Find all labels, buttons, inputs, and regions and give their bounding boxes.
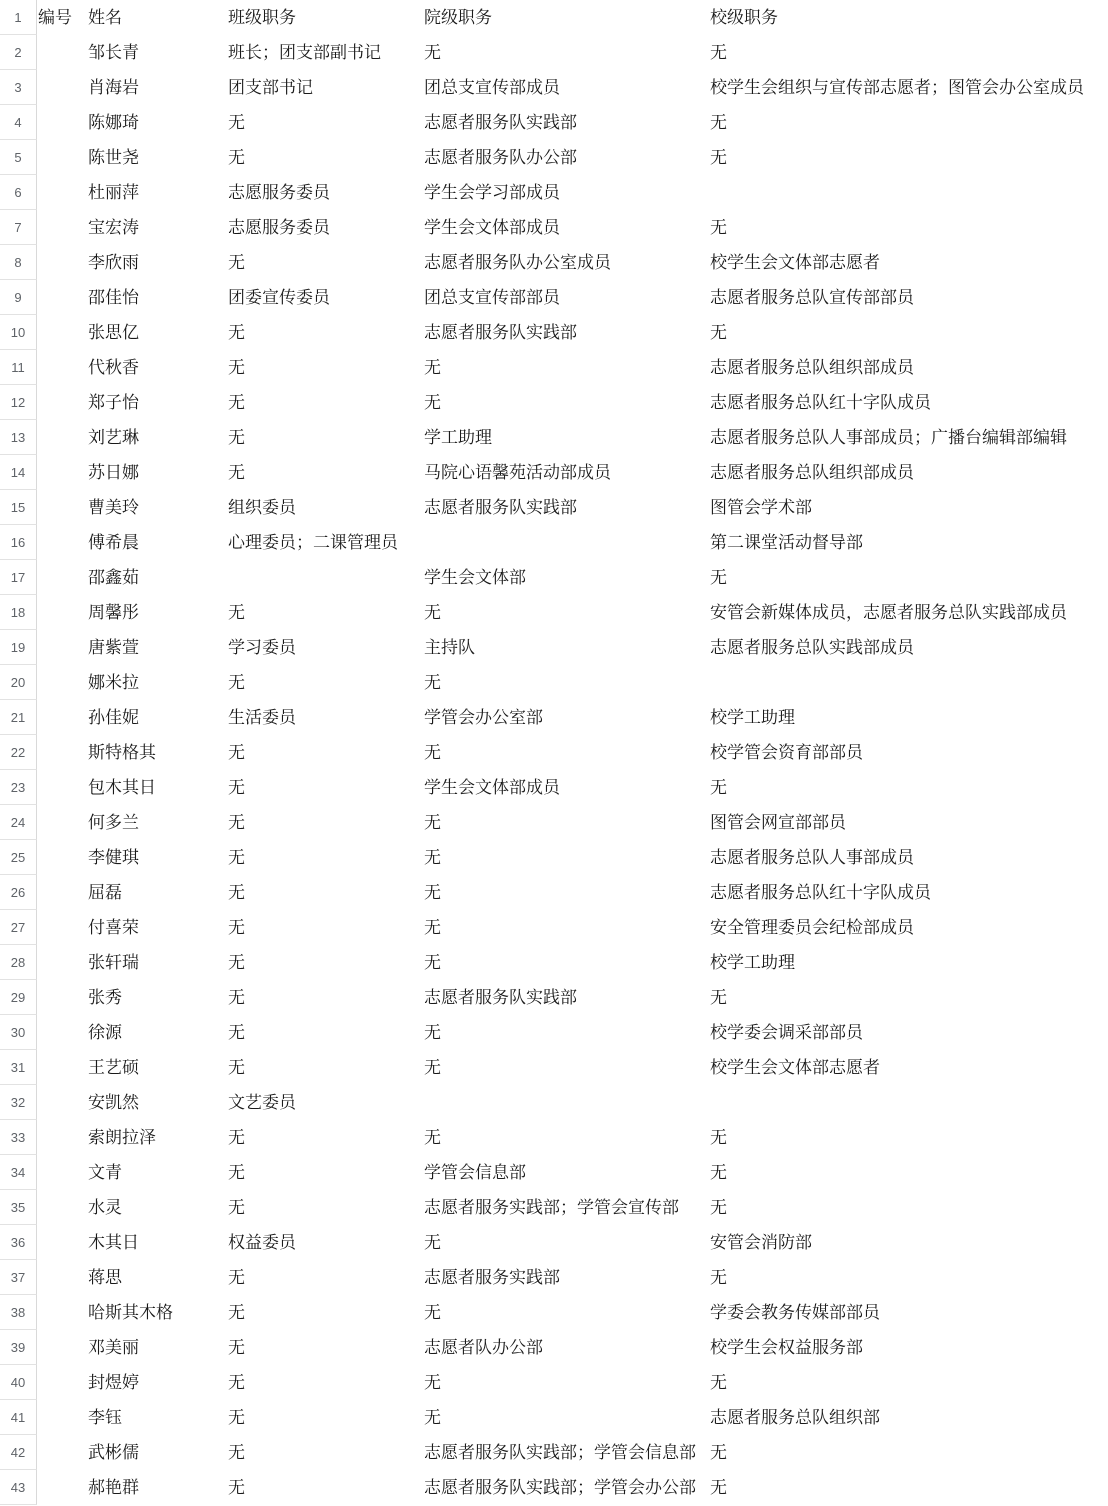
cell-class-duty[interactable]: 无 (228, 1478, 245, 1497)
cell-college-duty[interactable]: 马院心语馨苑活动部成员 (424, 463, 611, 482)
row-number[interactable]: 13 (0, 420, 37, 455)
table-row (0, 455, 1108, 490)
cell-college-duty[interactable]: 志愿者服务队实践部 (424, 323, 577, 342)
table-row (0, 1085, 1108, 1120)
table-row (0, 1470, 1108, 1505)
row-number[interactable]: 39 (0, 1330, 37, 1365)
cell-college-duty[interactable]: 学生会学习部成员 (424, 183, 560, 202)
cell-name[interactable]: 屈磊 (88, 883, 122, 902)
row-number[interactable]: 25 (0, 840, 37, 875)
cell-name[interactable]: 傅希晨 (88, 533, 139, 552)
cell-college-duty[interactable]: 无 (424, 1058, 441, 1077)
table-row (0, 1190, 1108, 1225)
cell-name[interactable]: 苏日娜 (88, 463, 139, 482)
table-row (0, 175, 1108, 210)
table-row (0, 315, 1108, 350)
cell-name[interactable]: 安凯然 (88, 1093, 139, 1112)
cell-school-duty[interactable]: 志愿者服务总队红十字队成员 (710, 393, 931, 412)
table-row (0, 840, 1108, 875)
cell-school-duty[interactable]: 无 (710, 323, 727, 342)
cell-class-duty[interactable]: 无 (228, 918, 245, 937)
cell-college-duty[interactable]: 院级职务 (424, 8, 492, 27)
cell-class-duty[interactable]: 无 (228, 393, 245, 412)
row-number[interactable]: 7 (0, 210, 37, 245)
cell-class-duty[interactable]: 无 (228, 848, 245, 867)
cell-name[interactable]: 李钰 (88, 1408, 122, 1427)
table-row (0, 1435, 1108, 1470)
cell-class-duty[interactable]: 生活委员 (228, 708, 296, 727)
table-row (0, 560, 1108, 595)
table-row (0, 770, 1108, 805)
table-row (0, 140, 1108, 175)
table-row (0, 1295, 1108, 1330)
cell-name[interactable]: 姓名 (88, 8, 122, 27)
table-row (0, 700, 1108, 735)
row-number[interactable]: 31 (0, 1050, 37, 1085)
cell-class-duty[interactable]: 团委宣传委员 (228, 288, 330, 307)
cell-class-duty[interactable]: 无 (228, 1128, 245, 1147)
row-number[interactable]: 33 (0, 1120, 37, 1155)
cell-college-duty[interactable]: 主持队 (424, 638, 475, 657)
cell-college-duty[interactable]: 志愿者服务队办公室成员 (424, 253, 611, 272)
cell-class-duty[interactable]: 无 (228, 988, 245, 1007)
cell-school-duty[interactable]: 志愿者服务总队宣传部部员 (710, 288, 914, 307)
cell-college-duty[interactable]: 志愿者服务实践部；学管会宣传部 (424, 1198, 679, 1217)
table-row (0, 595, 1108, 630)
row-number[interactable]: 40 (0, 1365, 37, 1400)
cell-college-duty[interactable]: 学工助理 (424, 428, 492, 447)
cell-class-duty[interactable]: 无 (228, 1373, 245, 1392)
cell-name[interactable]: 肖海岩 (88, 78, 139, 97)
table-row (0, 665, 1108, 700)
cell-school-duty[interactable]: 志愿者服务总队组织部成员 (710, 463, 914, 482)
cell-name[interactable]: 索朗拉泽 (88, 1128, 156, 1147)
cell-school-duty[interactable]: 无 (710, 568, 727, 587)
cell-school-duty[interactable]: 无 (710, 1373, 727, 1392)
cell-class-duty[interactable]: 无 (228, 1023, 245, 1042)
cell-class-duty[interactable]: 无 (228, 743, 245, 762)
cell-school-duty[interactable]: 学委会教务传媒部部员 (710, 1303, 880, 1322)
cell-school-duty[interactable]: 校学生会权益服务部 (710, 1338, 863, 1357)
cell-college-duty[interactable]: 志愿者服务实践部 (424, 1268, 560, 1287)
cell-college-duty[interactable]: 志愿者服务队实践部 (424, 988, 577, 1007)
cell-school-duty[interactable]: 校学管会资育部部员 (710, 743, 863, 762)
cell-name[interactable]: 唐紫萱 (88, 638, 139, 657)
cell-class-duty[interactable]: 无 (228, 323, 245, 342)
cell-name[interactable]: 封煜婷 (88, 1373, 139, 1392)
cell-name[interactable]: 武彬儒 (88, 1443, 139, 1462)
cell-name[interactable]: 何多兰 (88, 813, 139, 832)
cell-class-duty[interactable]: 班级职务 (228, 8, 296, 27)
cell-school-duty[interactable]: 安管会消防部 (710, 1233, 812, 1252)
cell-school-duty[interactable]: 无 (710, 1478, 727, 1497)
row-number[interactable]: 35 (0, 1190, 37, 1225)
cell-school-duty[interactable]: 无 (710, 1443, 727, 1462)
row-number[interactable]: 17 (0, 560, 37, 595)
row-number[interactable]: 34 (0, 1155, 37, 1190)
table-row (0, 875, 1108, 910)
table-row (0, 1015, 1108, 1050)
cell-class-duty[interactable]: 无 (228, 1163, 245, 1182)
table-row (0, 630, 1108, 665)
cell-class-duty[interactable]: 无 (228, 883, 245, 902)
cell-college-duty[interactable]: 学管会办公室部 (424, 708, 543, 727)
cell-college-duty[interactable]: 团总支宣传部成员 (424, 78, 560, 97)
cell-name[interactable]: 邓美丽 (88, 1338, 139, 1357)
row-number[interactable]: 37 (0, 1260, 37, 1295)
table-row (0, 1155, 1108, 1190)
table-row (0, 1225, 1108, 1260)
cell-school-duty[interactable]: 校学生会文体部志愿者 (710, 1058, 880, 1077)
cell-school-duty[interactable]: 校学委会调采部部员 (710, 1023, 863, 1042)
cell-college-duty[interactable]: 无 (424, 1303, 441, 1322)
cell-college-duty[interactable]: 无 (424, 673, 441, 692)
cell-name[interactable]: 邵鑫茹 (88, 568, 139, 587)
cell-school-duty[interactable]: 志愿者服务总队红十字队成员 (710, 883, 931, 902)
table-row (0, 420, 1108, 455)
row-number[interactable]: 14 (0, 455, 37, 490)
row-number[interactable]: 23 (0, 770, 37, 805)
cell-name[interactable]: 邹长青 (88, 43, 139, 62)
cell-class-duty[interactable]: 班长；团支部副书记 (228, 43, 381, 62)
row-number[interactable]: 10 (0, 315, 37, 350)
table-row (0, 385, 1108, 420)
cell-class-duty[interactable]: 学习委员 (228, 638, 296, 657)
row-number[interactable]: 6 (0, 175, 37, 210)
cell-college-duty[interactable]: 志愿者服务队实践部 (424, 113, 577, 132)
table-row (0, 210, 1108, 245)
cell-college-duty[interactable]: 学生会文体部 (424, 568, 526, 587)
table-row (0, 945, 1108, 980)
row-number[interactable]: 2 (0, 35, 37, 70)
cell-school-duty[interactable]: 无 (710, 113, 727, 132)
cell-school-duty[interactable]: 无 (710, 778, 727, 797)
table-row (0, 1260, 1108, 1295)
row-number[interactable]: 3 (0, 70, 37, 105)
cell-name[interactable]: 水灵 (88, 1198, 122, 1217)
cell-school-duty[interactable]: 无 (710, 1198, 727, 1217)
cell-name[interactable]: 斯特格其 (88, 743, 156, 762)
cell-class-duty[interactable]: 无 (228, 778, 245, 797)
cell-school-duty[interactable]: 校学工助理 (710, 953, 795, 972)
cell-school-duty[interactable]: 校级职务 (710, 8, 778, 27)
cell-name[interactable]: 徐源 (88, 1023, 122, 1042)
cell-school-duty[interactable]: 无 (710, 148, 727, 167)
cell-class-duty[interactable]: 无 (228, 113, 245, 132)
cell-name[interactable]: 李欣雨 (88, 253, 139, 272)
cell-name[interactable]: 周馨彤 (88, 603, 139, 622)
cell-college-duty[interactable]: 无 (424, 43, 441, 62)
cell-school-duty[interactable]: 安全管理委员会纪检部成员 (710, 918, 914, 937)
cell-school-duty[interactable]: 校学工助理 (710, 708, 795, 727)
cell-school-duty[interactable]: 志愿者服务总队人事部成员；广播台编辑部编辑 (710, 428, 1067, 447)
cell-class-duty[interactable]: 无 (228, 428, 245, 447)
row-number[interactable]: 36 (0, 1225, 37, 1260)
cell-college-duty[interactable]: 团总支宣传部部员 (424, 288, 560, 307)
table-row (0, 735, 1108, 770)
row-number[interactable]: 24 (0, 805, 37, 840)
cell-class-duty[interactable]: 无 (228, 253, 245, 272)
cell-college-duty[interactable]: 无 (424, 1233, 441, 1252)
cell-name[interactable]: 张秀 (88, 988, 122, 1007)
cell-school-duty[interactable]: 无 (710, 1268, 727, 1287)
cell-college-duty[interactable]: 学生会文体部成员 (424, 778, 560, 797)
row-number[interactable]: 21 (0, 700, 37, 735)
table-row (0, 805, 1108, 840)
cell-school-duty[interactable]: 志愿者服务总队人事部成员 (710, 848, 914, 867)
cell-name[interactable]: 陈娜琦 (88, 113, 139, 132)
cell-school-duty[interactable]: 无 (710, 988, 727, 1007)
cell-name[interactable]: 王艺硕 (88, 1058, 139, 1077)
cell-class-duty[interactable]: 团支部书记 (228, 78, 313, 97)
cell-school-duty[interactable]: 志愿者服务总队组织部 (710, 1408, 880, 1427)
cell-college-duty[interactable]: 无 (424, 393, 441, 412)
cell-college-duty[interactable]: 志愿者服务队实践部 (424, 498, 577, 517)
cell-name[interactable]: 宝宏涛 (88, 218, 139, 237)
cell-name[interactable]: 代秋香 (88, 358, 139, 377)
cell-school-duty[interactable]: 校学生会文体部志愿者 (710, 253, 880, 272)
cell-college-duty[interactable]: 无 (424, 743, 441, 762)
row-number[interactable]: 43 (0, 1470, 37, 1505)
cell-name[interactable]: 木其日 (88, 1233, 139, 1252)
cell-name[interactable]: 刘艺琳 (88, 428, 139, 447)
cell-school-duty[interactable]: 图管会学术部 (710, 498, 812, 517)
cell-class-duty[interactable]: 无 (228, 1338, 245, 1357)
cell-class-duty[interactable]: 志愿服务委员 (228, 218, 330, 237)
row-number[interactable]: 38 (0, 1295, 37, 1330)
cell-name[interactable]: 包木其日 (88, 778, 156, 797)
cell-college-duty[interactable]: 无 (424, 603, 441, 622)
table-row (0, 910, 1108, 945)
cell-name[interactable]: 邵佳怡 (88, 288, 139, 307)
row-number[interactable]: 16 (0, 525, 37, 560)
row-number[interactable]: 18 (0, 595, 37, 630)
cell-college-duty[interactable]: 无 (424, 918, 441, 937)
cell-school-duty[interactable]: 校学生会组织与宣传部志愿者；图管会办公室成员 (710, 78, 1084, 97)
cell-class-duty[interactable]: 文艺委员 (228, 1093, 296, 1112)
cell-school-duty[interactable]: 志愿者服务总队实践部成员 (710, 638, 914, 657)
cell-class-duty[interactable]: 无 (228, 1198, 245, 1217)
cell-college-duty[interactable]: 志愿者队办公部 (424, 1338, 543, 1357)
cell-college-duty[interactable]: 无 (424, 848, 441, 867)
row-number[interactable]: 27 (0, 910, 37, 945)
cell-class-duty[interactable]: 心理委员；二课管理员 (228, 533, 398, 552)
cell-name[interactable]: 杜丽萍 (88, 183, 139, 202)
cell-name[interactable]: 郑子怡 (88, 393, 139, 412)
table-row (0, 1330, 1108, 1365)
table-row (0, 1365, 1108, 1400)
cell-class-duty[interactable]: 无 (228, 1303, 245, 1322)
cell-college-duty[interactable]: 学管会信息部 (424, 1163, 526, 1182)
cell-class-duty[interactable]: 无 (228, 148, 245, 167)
row-number[interactable]: 41 (0, 1400, 37, 1435)
cell-college-duty[interactable]: 志愿者服务队实践部；学管会办公部 (424, 1478, 696, 1497)
cell-name[interactable]: 娜米拉 (88, 673, 139, 692)
row-number[interactable]: 42 (0, 1435, 37, 1470)
table-row (0, 1400, 1108, 1435)
cell-class-duty[interactable]: 无 (228, 603, 245, 622)
cell-college-duty[interactable]: 志愿者服务队办公部 (424, 148, 577, 167)
row-number[interactable]: 1 (0, 0, 37, 35)
cell-name[interactable]: 文青 (88, 1163, 122, 1182)
cell-name[interactable]: 李健琪 (88, 848, 139, 867)
table-row (0, 490, 1108, 525)
row-number[interactable]: 22 (0, 735, 37, 770)
cell-college-duty[interactable]: 无 (424, 1023, 441, 1042)
row-number[interactable]: 32 (0, 1085, 37, 1120)
table-row (0, 980, 1108, 1015)
table-row (0, 0, 1108, 35)
row-number[interactable]: 9 (0, 280, 37, 315)
cell-name[interactable]: 孙佳妮 (88, 708, 139, 727)
row-number[interactable]: 15 (0, 490, 37, 525)
cell-school-duty[interactable]: 无 (710, 1128, 727, 1147)
table-row (0, 245, 1108, 280)
cell-college-duty[interactable]: 无 (424, 1128, 441, 1147)
cell-college-duty[interactable]: 无 (424, 1373, 441, 1392)
cell-class-duty[interactable]: 无 (228, 813, 245, 832)
cell-name[interactable]: 郝艳群 (88, 1478, 139, 1497)
cell-class-duty[interactable]: 无 (228, 1408, 245, 1427)
cell-class-duty[interactable]: 无 (228, 358, 245, 377)
row-number[interactable]: 11 (0, 350, 37, 385)
row-number[interactable]: 30 (0, 1015, 37, 1050)
table-row (0, 105, 1108, 140)
cell-class-duty[interactable]: 无 (228, 953, 245, 972)
row-number[interactable]: 8 (0, 245, 37, 280)
cell-school-duty[interactable]: 志愿者服务总队组织部成员 (710, 358, 914, 377)
row-number[interactable]: 26 (0, 875, 37, 910)
cell-name[interactable]: 蒋思 (88, 1268, 122, 1287)
cell-class-duty[interactable]: 无 (228, 463, 245, 482)
table-row (0, 70, 1108, 105)
cell-id[interactable]: 编号 (38, 8, 72, 27)
cell-class-duty[interactable]: 权益委员 (228, 1233, 296, 1252)
table-row (0, 1050, 1108, 1085)
cell-class-duty[interactable]: 无 (228, 1443, 245, 1462)
cell-college-duty[interactable]: 无 (424, 813, 441, 832)
row-number[interactable]: 29 (0, 980, 37, 1015)
cell-college-duty[interactable]: 无 (424, 883, 441, 902)
cell-school-duty[interactable]: 图管会网宣部部员 (710, 813, 846, 832)
row-number[interactable]: 20 (0, 665, 37, 700)
cell-class-duty[interactable]: 无 (228, 673, 245, 692)
cell-name[interactable]: 陈世尧 (88, 148, 139, 167)
cell-name[interactable]: 张思亿 (88, 323, 139, 342)
cell-college-duty[interactable]: 无 (424, 1408, 441, 1427)
cell-school-duty[interactable]: 无 (710, 1163, 727, 1182)
row-number[interactable]: 5 (0, 140, 37, 175)
row-number[interactable]: 12 (0, 385, 37, 420)
cell-class-duty[interactable]: 志愿服务委员 (228, 183, 330, 202)
cell-college-duty[interactable]: 无 (424, 358, 441, 377)
table-row (0, 280, 1108, 315)
cell-name[interactable]: 哈斯其木格 (88, 1303, 173, 1322)
table-row (0, 1120, 1108, 1155)
cell-name[interactable]: 曹美玲 (88, 498, 139, 517)
cell-school-duty[interactable]: 无 (710, 218, 727, 237)
cell-name[interactable]: 付喜荣 (88, 918, 139, 937)
cell-school-duty[interactable]: 安管会新媒体成员，志愿者服务总队实践部成员 (710, 603, 1067, 622)
cell-college-duty[interactable]: 志愿者服务队实践部；学管会信息部 (424, 1443, 696, 1462)
table-row (0, 525, 1108, 560)
cell-class-duty[interactable]: 组织委员 (228, 498, 296, 517)
table-row (0, 35, 1108, 70)
cell-class-duty[interactable]: 无 (228, 1268, 245, 1287)
cell-name[interactable]: 张轩瑞 (88, 953, 139, 972)
row-number[interactable]: 28 (0, 945, 37, 980)
row-number[interactable]: 19 (0, 630, 37, 665)
cell-college-duty[interactable]: 无 (424, 953, 441, 972)
row-number[interactable]: 4 (0, 105, 37, 140)
cell-college-duty[interactable]: 学生会文体部成员 (424, 218, 560, 237)
cell-school-duty[interactable]: 第二课堂活动督导部 (710, 533, 863, 552)
cell-school-duty[interactable]: 无 (710, 43, 727, 62)
cell-class-duty[interactable]: 无 (228, 1058, 245, 1077)
table-row (0, 350, 1108, 385)
